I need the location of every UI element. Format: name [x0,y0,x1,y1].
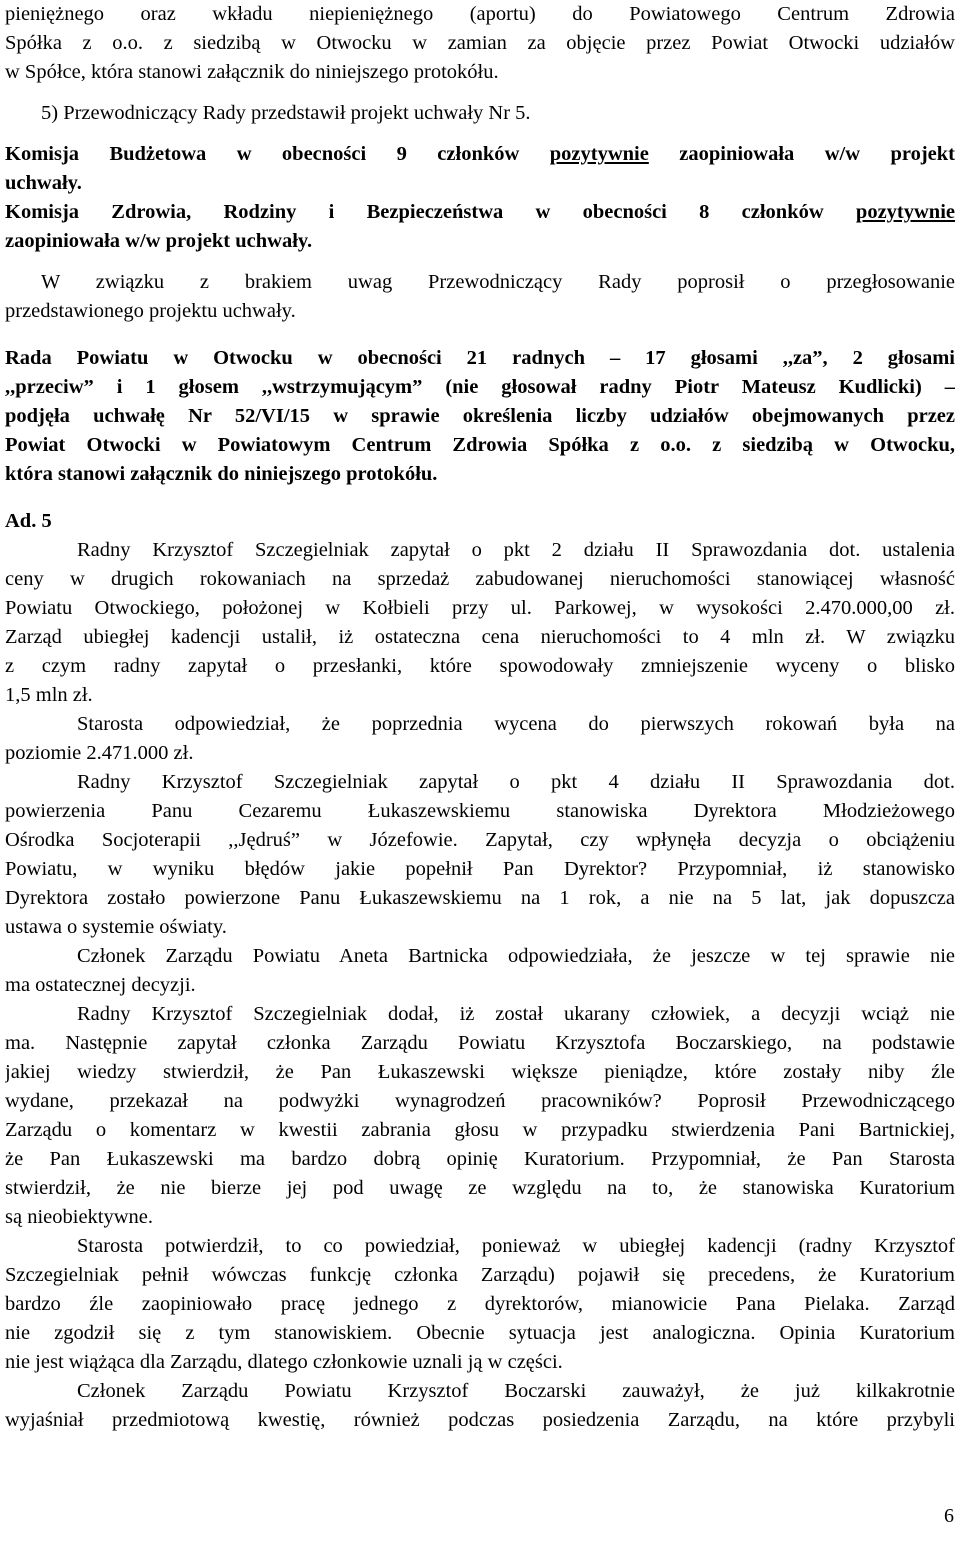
ad5-line: ma ostatecznej decyzji. [5,974,196,996]
resolution-line: Powiat Otwocki w Powiatowym Centrum Zdrowia Spółka z o.o. z siedzibą w Otwocku, [5,434,955,456]
committee-health-line: Komisja Zdrowia, Rodziny i Bezpieczeństwa w obecności 8 członków pozytywnie [5,201,955,223]
vote-call-line: W związku z brakiem uwag Przewodniczący Rady poprosił o przegłosowanie [41,271,955,293]
ad5-line: Dyrektora zostało powierzone Panu Łukaszewskiemu na 1 rok, a nie na 5 lat, jak dopuszcza [5,887,955,909]
ad5-line: Radny Krzysztof Szczegielniak zapytał o pkt 2 działu II Sprawozdania dot. ustalenia [77,539,955,561]
paragraph-line: w Spółce, która stanowi załącznik do niniejszego protokółu. [5,61,499,83]
committee-health-line: zaopiniowała w/w projekt uchwały. [5,230,313,252]
document-page [5,0,955,1435]
ad5-line: Starosta potwierdził, to co powiedział, ponieważ w ubiegłej kadencji (radny Krzysztof [77,1235,955,1257]
ad5-line: z czym radny zapytał o przesłanki, które spowodowały zmniejszenie wyceny o blisko [5,655,955,677]
ad5-line: Radny Krzysztof Szczegielniak zapytał o pkt 4 działu II Sprawozdania dot. [77,771,955,793]
ad5-line: bardzo źle zaopiniowało pracę jednego z dyrektorów, mianowicie Pana Pielaka. Zarząd [5,1293,955,1315]
ad5-line: Powiatu Otwockiego, położonej w Kołbieli przy ul. Parkowej, w wysokości 2.470.000,00 zł. [5,597,955,619]
committee-budget-line: uchwały. [5,172,82,194]
ad5-line: Ośrodka Socjoterapii ,,Jędruś” w Józefowie. Zapytał, czy wpłynęła decyzja o obciążeniu [5,829,955,851]
ad5-line: Zarząd ubiegłej kadencji ustalił, iż ostateczna cena nieruchomości to 4 mln zł. W związku [5,626,955,648]
ad5-line: Starosta odpowiedział, że poprzednia wycena do pierwszych rokowań była na [77,713,955,735]
ad5-line: Powiatu, w wyniku błędów jakie popełnił Pan Dyrektor? Przypomniał, iż stanowisko [5,858,955,880]
ad5-line: wydane, przekazał na podwyżki wynagrodzeń pracowników? Poprosił Przewodniczącego [5,1090,955,1112]
paragraph-line: Spółka z o.o. z siedzibą w Otwocku w zamian za objęcie przez Powiat Otwocki udziałów [5,32,955,54]
ad5-line: jakiej wiedzy stwierdził, że Pan Łukaszewski większe pieniądze, które zostały niby źle [5,1061,955,1083]
ad5-line: ma. Następnie zapytał członka Zarządu Powiatu Krzysztofa Boczarskiego, na podstawie [5,1032,955,1054]
committee-budget-line: Komisja Budżetowa w obecności 9 członków pozytywnie zaopiniowała w/w projekt [5,143,955,165]
section-heading-ad5: Ad. 5 [5,510,52,532]
ad5-line: Członek Zarządu Powiatu Krzysztof Boczarski zauważył, że już kilkakrotnie [77,1380,955,1402]
ad5-line: ustawa o systemie oświaty. [5,916,227,938]
ad5-line: nie zgodził się z tym stanowiskiem. Obecnie sytuacja jest analogiczna. Opinia Kuratorium [5,1322,955,1344]
ad5-line: Członek Zarządu Powiatu Aneta Bartnicka odpowiedziała, że jeszcze w tej sprawie nie [77,945,955,967]
resolution-line: która stanowi załącznik do niniejszego protokółu. [5,463,438,485]
ad5-line: Zarządu o komentarz w kwestii zabrania głosu w przypadku stwierdzenia Pani Bartnickiej, [5,1119,955,1141]
ad5-line: ceny w drugich rokowaniach na sprzedaż zabudowanej nieruchomości stanowiącej własność [5,568,955,590]
ad5-line: poziomie 2.471.000 zł. [5,742,194,764]
ad5-line: powierzenia Panu Cezaremu Łukaszewskiemu stanowiska Dyrektora Młodzieżowego [5,800,955,822]
ad5-line: stwierdził, że nie bierze jej pod uwagę ze względu na to, że stanowiska Kuratorium [5,1177,955,1199]
vote-call-line: przedstawionego projektu uchwały. [5,300,296,322]
page-number: 6 [944,1505,954,1527]
ad5-line: nie jest wiążąca dla Zarządu, dlatego członkowie uznali ją w części. [5,1351,563,1373]
agenda-item-5: 5) Przewodniczący Rady przedstawił projekt uchwały Nr 5. [41,102,531,124]
resolution-line: ,,przeciw” i 1 głosem ,,wstrzymującym” (nie głosował radny Piotr Mateusz Kudlicki) – [5,376,955,398]
ad5-line: wyjaśniał przedmiotową kwestię, również podczas posiedzenia Zarządu, na które przybyli [5,1409,955,1431]
resolution-line: Rada Powiatu w Otwocku w obecności 21 radnych – 17 głosami ,,za”, 2 głosami [5,347,955,369]
resolution-line: podjęła uchwałę Nr 52/VI/15 w sprawie określenia liczby udziałów obejmowanych przez [5,405,955,427]
ad5-line: Radny Krzysztof Szczegielniak dodał, iż został ukarany człowiek, a decyzji wciąż nie [77,1003,955,1025]
ad5-line: Szczegielniak pełnił wówczas funkcję członka Zarządu) pojawił się precedens, że Kuratorium [5,1264,955,1286]
ad5-line: że Pan Łukaszewski ma bardzo dobrą opinię Kuratorium. Przypomniał, że Pan Starosta [5,1148,955,1170]
paragraph-line: pieniężnego oraz wkładu niepieniężnego (aportu) do Powiatowego Centrum Zdrowia [5,3,955,25]
ad5-line: 1,5 mln zł. [5,684,93,706]
ad5-line: są nieobiektywne. [5,1206,154,1228]
